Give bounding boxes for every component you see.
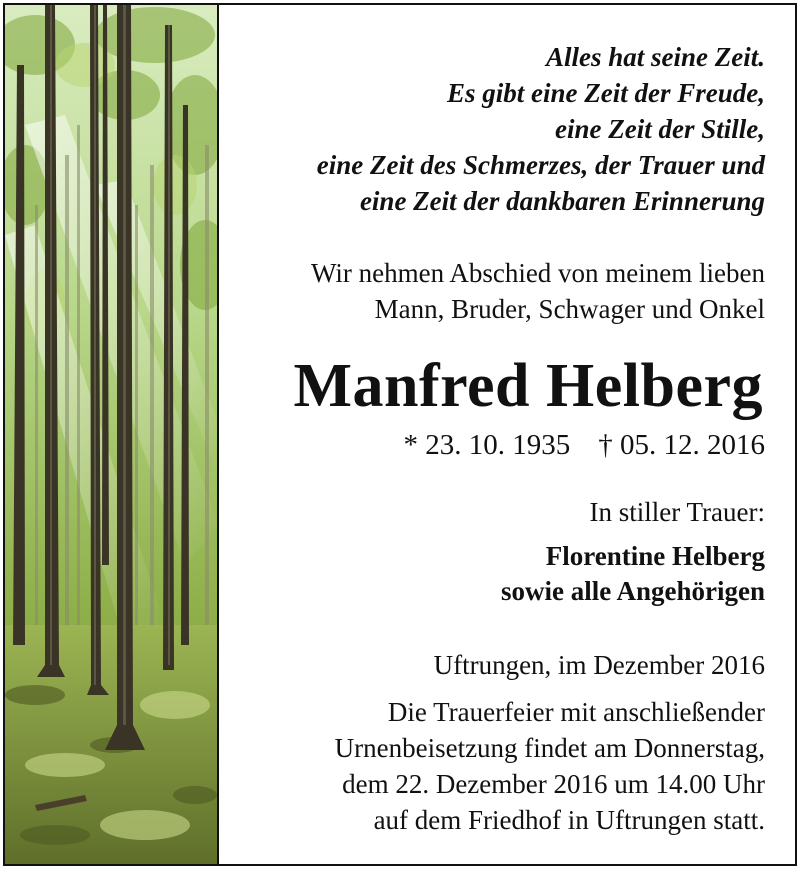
mourner-relatives: sowie alle Angehörigen xyxy=(501,576,765,606)
forest-image xyxy=(5,5,219,864)
obituary-card xyxy=(3,3,797,866)
birth-date: * 23. 10. 1935 xyxy=(403,429,571,461)
mourning-label: In stiller Trauer: xyxy=(589,497,765,527)
intro-line-2: Mann, Bruder, Schwager und Onkel xyxy=(374,294,765,324)
funeral-info-line-2: Urnenbeisetzung findet am Donnerstag, xyxy=(334,733,765,763)
mourner-name: Florentine Helberg xyxy=(545,541,765,571)
forest-illustration xyxy=(5,5,219,864)
death-date: † 05. 12. 2016 xyxy=(598,429,765,461)
quote-line-4: eine Zeit des Schmerzes, der Trauer und xyxy=(316,150,765,180)
text-column xyxy=(219,5,795,864)
funeral-info-line-1: Die Trauerfeier mit anschließender xyxy=(387,697,765,727)
quote-line-2: Es gibt eine Zeit der Freude, xyxy=(447,78,765,108)
intro-line-1: Wir nehmen Abschied von meinem lieben xyxy=(310,258,765,288)
life-dates xyxy=(404,429,766,462)
funeral-info-line-4: auf dem Friedhof in Uftrungen statt. xyxy=(373,805,765,835)
place-date: Uftrungen, im Dezember 2016 xyxy=(433,650,765,680)
deceased-name: Manfred Helberg xyxy=(293,352,763,420)
quote-line-5: eine Zeit der dankbaren Erinnerung xyxy=(359,186,765,216)
funeral-info-line-3: dem 22. Dezember 2016 um 14.00 Uhr xyxy=(342,769,765,799)
quote-line-1: Alles hat seine Zeit. xyxy=(546,42,765,72)
quote-line-3: eine Zeit der Stille, xyxy=(555,114,765,144)
